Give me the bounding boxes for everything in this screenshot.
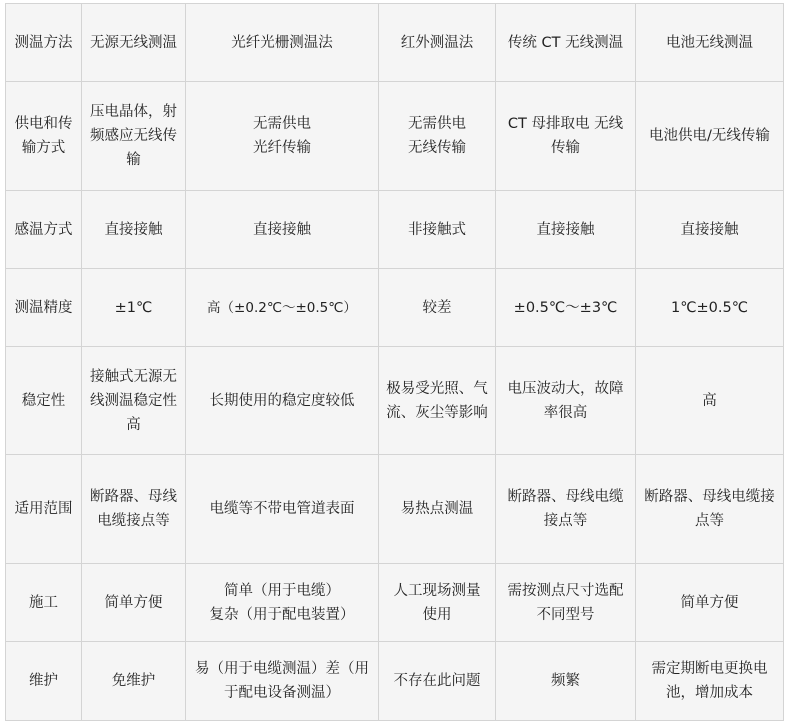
table-cell: 无源无线测温 xyxy=(82,4,186,82)
row-header: 感温方式 xyxy=(6,191,82,269)
table-cell: 较差 xyxy=(379,269,496,347)
table-row xyxy=(6,564,784,642)
table-cell: 易热点测温 xyxy=(379,455,496,564)
table-row xyxy=(6,82,784,191)
table-cell: 直接接触 xyxy=(496,191,636,269)
table-cell: ±1℃ xyxy=(82,269,186,347)
row-header: 测温精度 xyxy=(6,269,82,347)
table-cell: 断路器、母线电缆接点等 xyxy=(82,455,186,564)
table-cell: 压电晶体，射频感应无线传输 xyxy=(82,82,186,191)
table-cell: 直接接触 xyxy=(636,191,784,269)
table-cell: 人工现场测量使用 xyxy=(379,564,496,642)
table-row xyxy=(6,191,784,269)
table-cell: 高（±0.2℃～±0.5℃） xyxy=(186,269,379,347)
table-cell: 光纤光栅测温法 xyxy=(186,4,379,82)
table-cell: 极易受光照、气流、灰尘等影响 xyxy=(379,347,496,455)
table-cell: 直接接触 xyxy=(82,191,186,269)
table-cell: 长期使用的稳定度较低 xyxy=(186,347,379,455)
table-cell: 电池供电/无线传输 xyxy=(636,82,784,191)
table-cell: 简单方便 xyxy=(82,564,186,642)
table-cell: 不存在此问题 xyxy=(379,642,496,721)
row-header: 维护 xyxy=(6,642,82,721)
table-cell: 易（用于电缆测温）差（用于配电设备测温） xyxy=(186,642,379,721)
table-cell: 电压波动大，故障率很高 xyxy=(496,347,636,455)
table-cell: 电池无线测温 xyxy=(636,4,784,82)
row-header: 供电和传输方式 xyxy=(6,82,82,191)
table-cell: 免维护 xyxy=(82,642,186,721)
table-cell: 简单方便 xyxy=(636,564,784,642)
table-cell: 1℃±0.5℃ xyxy=(636,269,784,347)
table-row xyxy=(6,347,784,455)
row-header: 施工 xyxy=(6,564,82,642)
table-cell: 需定期断电更换电池，增加成本 xyxy=(636,642,784,721)
row-header: 稳定性 xyxy=(6,347,82,455)
table-cell: 直接接触 xyxy=(186,191,379,269)
table-row xyxy=(6,455,784,564)
row-header: 测温方法 xyxy=(6,4,82,82)
table-cell: 电缆等不带电管道表面 xyxy=(186,455,379,564)
table-cell: 非接触式 xyxy=(379,191,496,269)
table-cell: 接触式无源无线测温稳定性高 xyxy=(82,347,186,455)
table-row xyxy=(6,4,784,82)
table-cell: 无需供电 无线传输 xyxy=(379,82,496,191)
table-cell: 需按测点尺寸选配不同型号 xyxy=(496,564,636,642)
table-cell: ±0.5℃～±3℃ xyxy=(496,269,636,347)
table-cell: 传统 CT 无线测温 xyxy=(496,4,636,82)
table-cell: 频繁 xyxy=(496,642,636,721)
table-row xyxy=(6,642,784,721)
comparison-table xyxy=(5,3,784,721)
row-header: 适用范围 xyxy=(6,455,82,564)
table-cell: CT 母排取电 无线传输 xyxy=(496,82,636,191)
table-cell: 红外测温法 xyxy=(379,4,496,82)
table-cell: 无需供电 光纤传输 xyxy=(186,82,379,191)
table-cell: 高 xyxy=(636,347,784,455)
table-cell: 断路器、母线电缆接点等 xyxy=(496,455,636,564)
table-cell: 简单（用于电缆） 复杂（用于配电装置） xyxy=(186,564,379,642)
table-row xyxy=(6,269,784,347)
table-cell: 断路器、母线电缆接点等 xyxy=(636,455,784,564)
